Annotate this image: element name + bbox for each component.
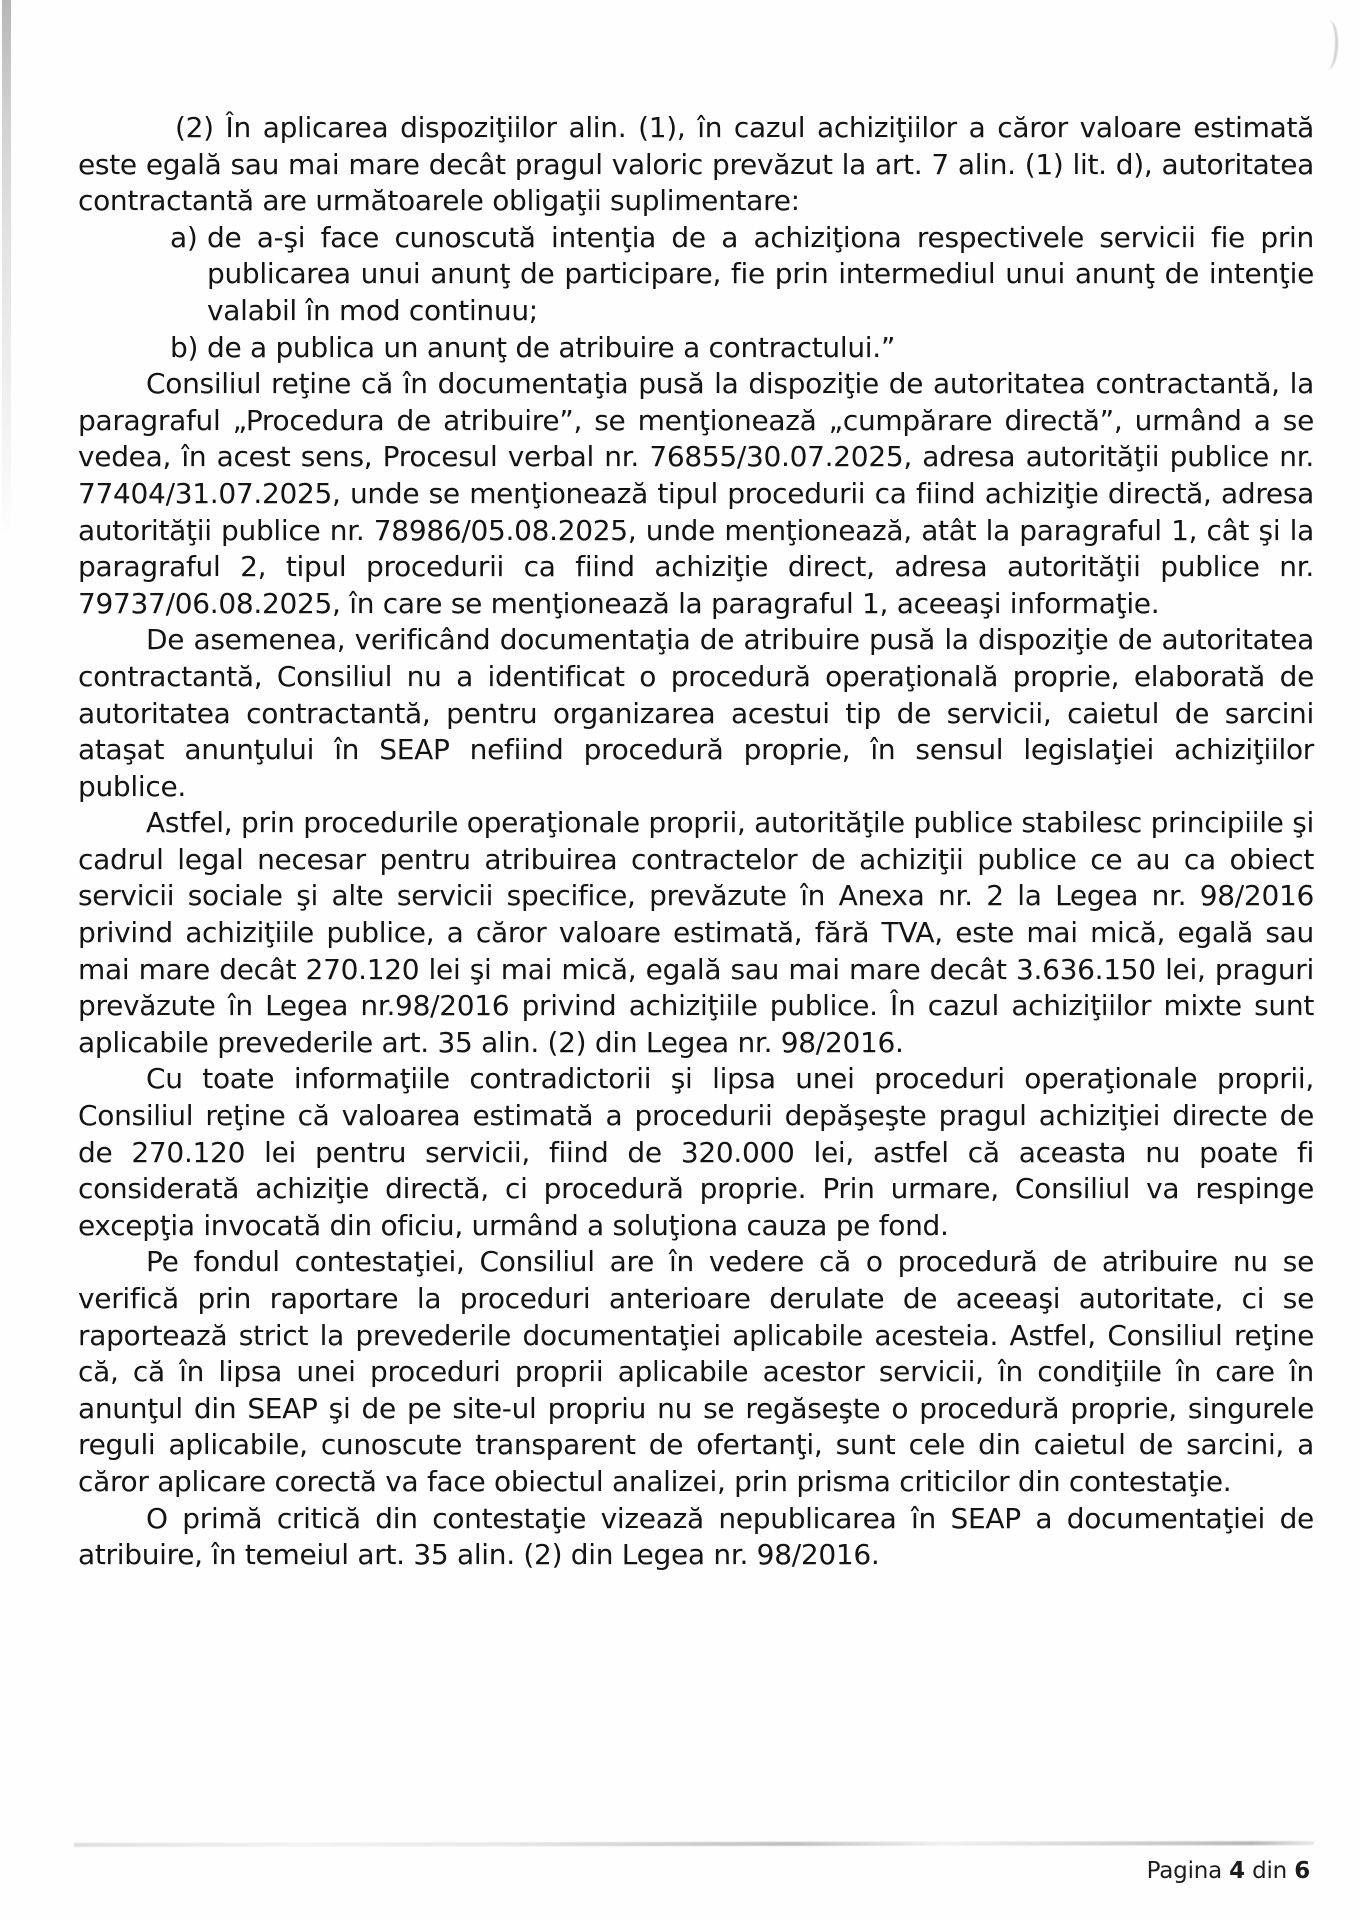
paragraph-legal-quote-alin-2: (2) În aplicarea dispoziţiilor alin. (1), în cazul achiziţiilor a căror valoare estimată este egală sau mai mare decât pragul valoric prevăzut la art. 7 alin. (1) lit. d), autoritatea contractantă are următoarele obligaţii suplimentare: [78,111,1314,218]
paragraph-astfel-proceduri-operationale: Astfel, prin procedurile operaţionale proprii, autorităţile publice stabilesc principiile şi cadrul legal necesar pentru atribuirea contractelor de achiziţii publice ce au ca obiect servicii sociale şi alte servicii specifice, prevăzute în Anexa nr. 2 la Legea nr. 98/2016 privind achiziţiile publice, a căror valoare estimată, fără TVA, este mai mică, egală sau mai mare decât 270.120 lei şi mai mică, egală sau mai mare decât 3.636.150 lei, praguri prevăzute în Legea nr.98/2016 privind achiziţiile publice. În cazul achiziţiilor mixte sunt aplicabile prevederile art. 35 alin. (2) din Legea nr. 98/2016. [78,806,1314,1059]
list-marker-a: a) [170,220,198,254]
paragraph-pe-fondul-contestatiei: Pe fondul contestaţiei, Consiliul are în vedere că o procedură de atribuire nu se verifică prin raportare la proceduri anterioare derulate de aceeaşi autoritate, ci se raportează strict la prevederile documentaţiei aplicabile acesteia. Astfel, Consiliul reţine că, că în lipsa unei proceduri proprii aplicabile acestor servicii, în condiţiile în care în anunţul din SEAP şi de pe site-ul propriu nu se regăseşte o procedură proprie, singurele reguli aplicabile, cunoscute transparent de ofertanţi, sunt cele din caietul de sarcini, a căror aplicare corectă va face obiectul analizei, prin prisma criticilor din contestaţie. [78,1245,1314,1498]
scan-artifact-smudge-line [74,1841,1314,1847]
list-item-a [78,220,1314,330]
paragraph-de-asemenea-verificand: De asemenea, verificând documentaţia de atribuire pusă la dispoziţie de autoritatea contractantă, Consiliul nu a identificat o procedură operaţională proprie, elaborată de autoritatea contractantă, pentru organizarea acestui tip de servicii, caietul de sarcini ataşat anunţului în SEAP nefiind procedură proprie, în sensul legislaţiei achiziţiilor publice. [78,623,1314,803]
scan-artifact-top-right [1322,20,1339,70]
list-item-b-text: de a publica un anunţ de atribuire a contractului.” [207,330,896,364]
paragraph-consiliul-retine-documentatia: Consiliul reţine că în documentaţia pusă la dispoziţie de autoritatea contractantă, la paragraful „Procedura de atribuire”, se menţionează „cumpărare directă”, urmând a se vedea, în acest sens, Procesul verbal nr. 76855/30.07.2025, adresa autorităţii publice nr. 77404/31.07.2025, unde se menţionează tipul procedurii ca fiind achiziţie directă, adresa autorităţii publice nr. 78986/05.08.2025, unde menţionează, atât la paragraful 1, cât şi la paragraful 2, tipul procedurii ca fiind achiziţie direct, adresa autorităţii publice nr. 79737/06.08.2025, în care se menţionează la paragraful 1, aceeaşi informaţie. [78,367,1314,620]
list-marker-b: b) [170,330,199,364]
list-item-a-text: de a-şi face cunoscută intenţia de a achiziţiona respectivele servicii fie prin publicarea unui anunţ de participare, fie prin intermediul unui anunţ de intenţie valabil în mod continuu; [207,220,1314,327]
list-item-b [78,330,1314,367]
footer-prefix: Pagina [1146,1858,1230,1884]
scan-artifact-left-edge [2,0,11,540]
paragraph-o-prima-critica: O primă critică din contestaţie vizează nepublicarea în SEAP a documentaţiei de atribuire, în temeiul art. 35 alin. (2) din Legea nr. 98/2016. [78,1501,1314,1572]
page-footer [1147,1856,1310,1886]
document-body [78,110,1314,1574]
footer-separator: din [1244,1858,1295,1884]
paragraph-cu-toate-informatiile: Cu toate informaţiile contradictorii şi lipsa unei proceduri operaţionale proprii, Consiliul reţine că valoarea estimată a procedurii depăşeşte pragul achiziţiei directe de de 270.120 lei pentru servicii, fiind de 320.000 lei, astfel că aceasta nu poate fi considerată achiziţie directă, ci procedură proprie. Prin urmare, Consiliul va respinge excepţia invocată din oficiu, urmând a soluţiona cauza pe fond. [78,1062,1314,1242]
footer-total-pages: 6 [1294,1858,1310,1884]
footer-page-number: 4 [1229,1858,1245,1884]
